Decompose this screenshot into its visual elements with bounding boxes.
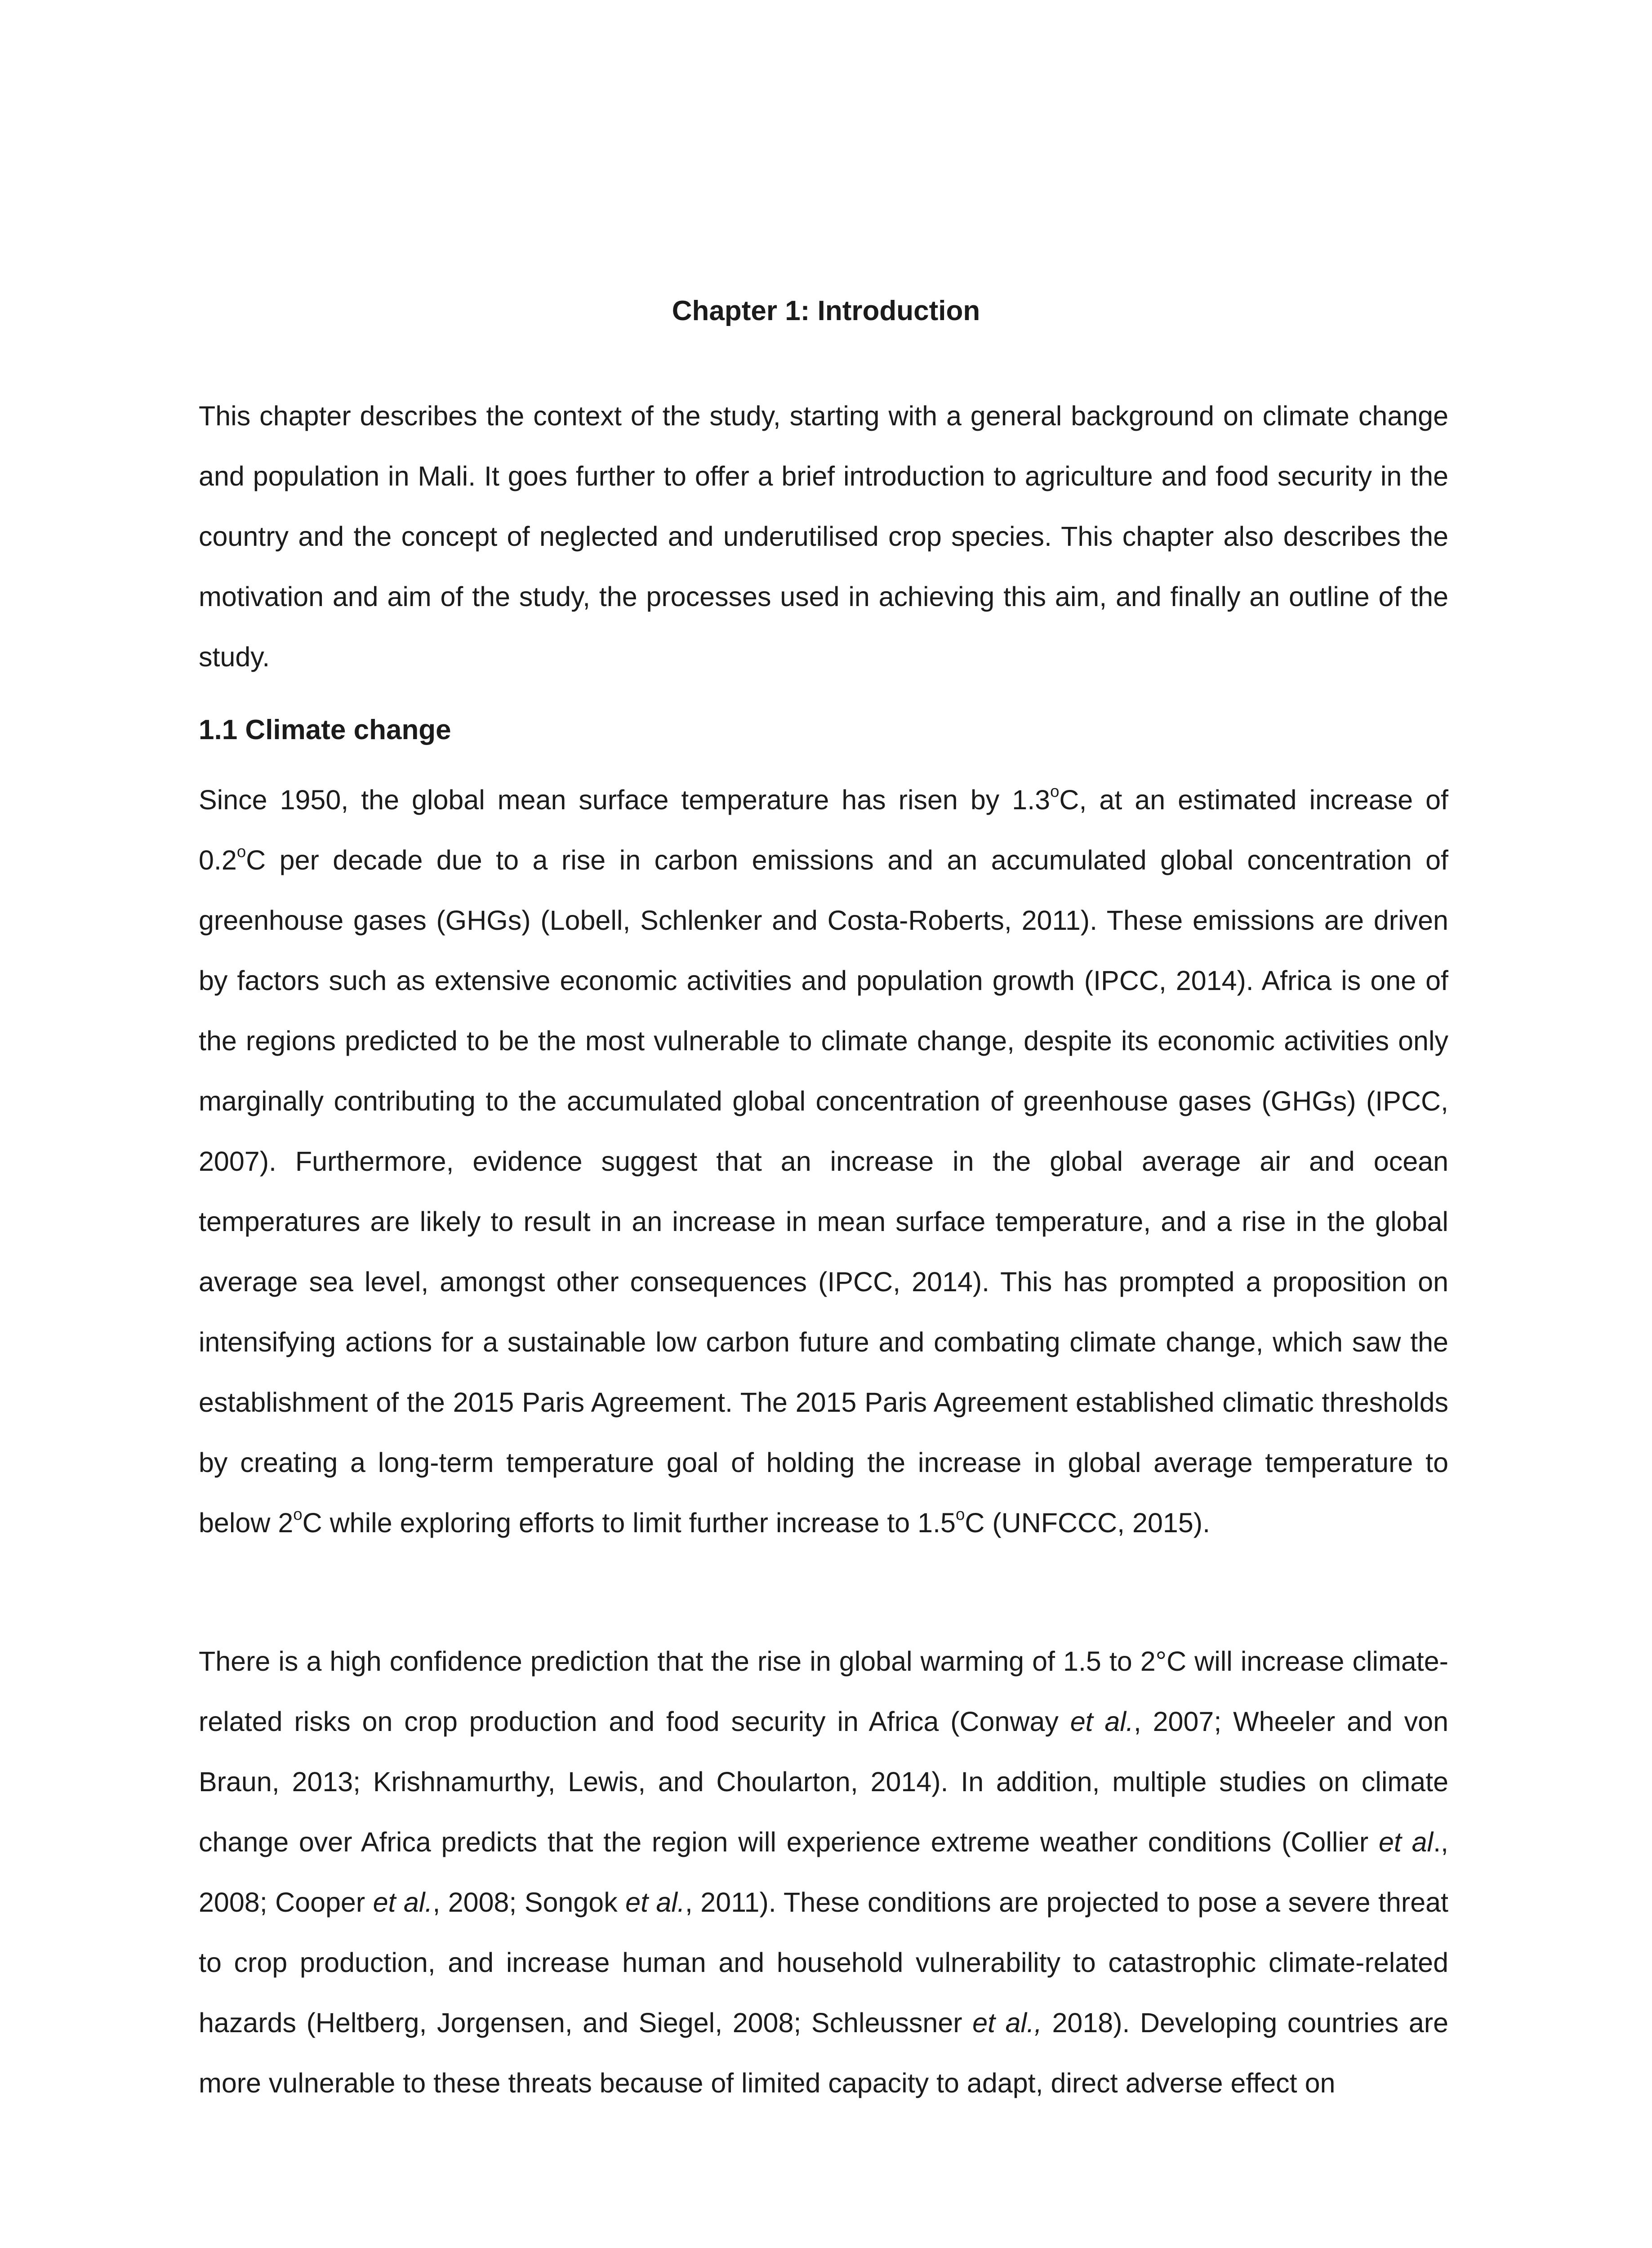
chapter-title: Chapter 1: Introduction xyxy=(672,295,980,326)
citation-et-al: et al. xyxy=(625,1887,685,1918)
citation-et-al: et al. xyxy=(373,1887,433,1918)
degree-superscript: o xyxy=(955,1505,965,1524)
text-run: C while exploring efforts to limit further increase to 1.5 xyxy=(302,1508,956,1538)
text-run: , 2007; Wheeler and von Braun, 2013; Krishnamurthy, Lewis, and Choularton, 2014). In addition, multiple studies on climate change over Africa predicts that the region will experience extreme weather conditions (Collier xyxy=(199,1706,1448,1857)
citation-et-al: et al. xyxy=(1070,1706,1134,1737)
text-run: C (UNFCCC, 2015). xyxy=(965,1508,1211,1538)
text-run: ., 2008; Cooper xyxy=(199,1827,1448,1918)
text-run: , 2008; Songok xyxy=(432,1887,626,1918)
degree-superscript: o xyxy=(1050,782,1060,801)
text-run: C per decade due to a rise in carbon emissions and an accumulated global concentration of greenhouse gases (GHGs) (Lobell, Schlenker and Costa-Roberts, 2011). These emissions are driven by factors such as extensive economic activities and population growth (IPCC, 2014). Africa is one of the regions predicted to be the most vulnerable to climate change, despite its economic activities only marginally contributing to the accumulated global concentration of greenhouse gases (GHGs) (IPCC, 2007). Furthermore, evidence suggest that an increase in the global average air and ocean temperatures are likely to result in an increase in mean surface temperature, and a rise in the global average sea level, amongst other consequences (IPCC, 2014). This has prompted a proposition on intensifying actions for a sustainable low carbon future and combating climate change, which saw the establishment of the 2015 Paris Agreement. The 2015 Paris Agreement established climatic thresholds by creating a long-term temperature goal of holding the increase in global average temperature to below 2 xyxy=(199,845,1448,1538)
degree-superscript: o xyxy=(293,1505,303,1524)
text-run: 2018). Developing countries are more vulnerable to these threats because of limited capacity to adapt, direct adverse effect on xyxy=(199,2007,1448,2098)
text-run: , 2011). These conditions are projected to pose a severe threat to crop production, and increase human and household vulnerability to catastrophic climate-related hazards (Heltberg, Jorgensen, and Siegel, 2008; Schleussner xyxy=(199,1887,1449,2038)
climate-change-paragraph-2 xyxy=(199,1631,1448,2113)
climate-change-paragraph-1 xyxy=(199,770,1448,1553)
text-run: C, at an estimated increase of 0.2 xyxy=(199,785,1448,875)
citation-et-al: et al xyxy=(1379,1827,1434,1857)
section-heading-climate-change: 1.1 Climate change xyxy=(199,714,451,745)
intro-paragraph: This chapter describes the context of the study, starting with a general background on climate change and population in Mali. It goes further to offer a brief introduction to agriculture and food security in the country and the concept of neglected and underutilised crop species. This chapter also describes the motivation and aim of the study, the processes used in achieving this aim, and finally an outline of the study. xyxy=(199,401,1448,672)
degree-superscript: o xyxy=(236,842,246,861)
citation-et-al: et al., xyxy=(972,2007,1042,2038)
text-run: Since 1950, the global mean surface temperature has risen by 1.3 xyxy=(199,785,1051,815)
text-run: There is a high confidence prediction that the rise in global warming of 1.5 to 2°C will increase climate-related risks on crop production and food security in Africa (Conway xyxy=(199,1646,1448,1737)
